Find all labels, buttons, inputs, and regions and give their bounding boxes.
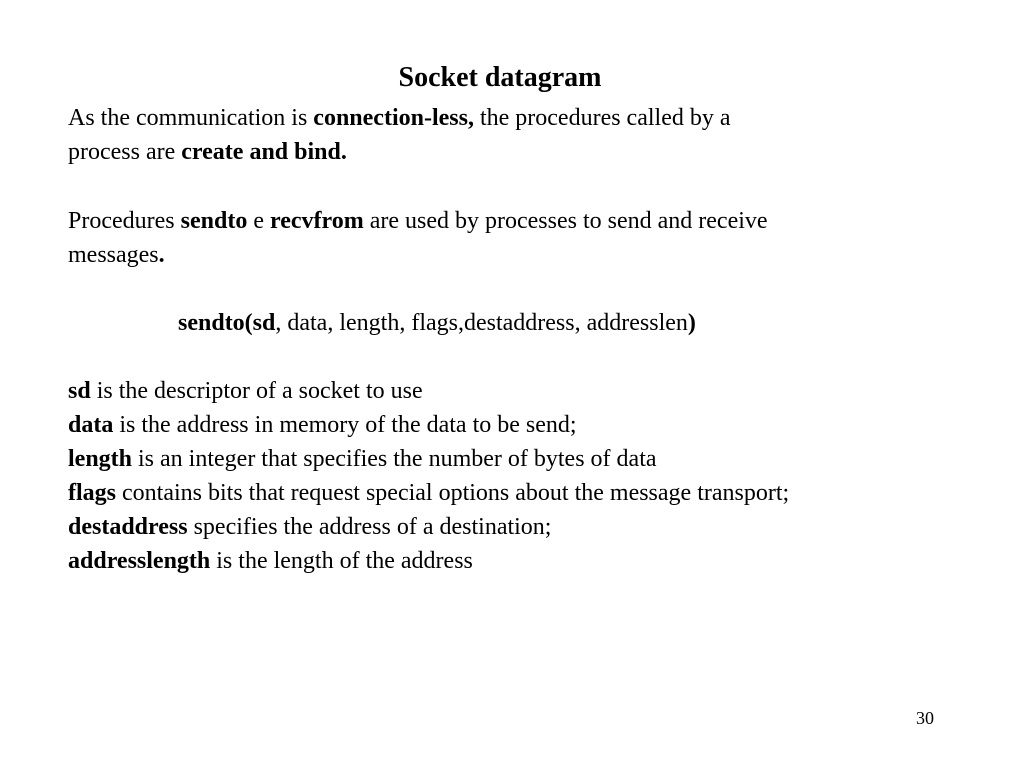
definition-text: contains bits that request special options about the message transport; [116, 480, 790, 506]
intro-text-3: process are [68, 139, 182, 165]
procedures-line-2 [68, 239, 165, 271]
slide-title: Socket datagram [398, 62, 602, 93]
definition-term: data [68, 412, 114, 438]
definition-destaddress [68, 511, 551, 543]
definition-text: specifies the address of a destination; [187, 514, 552, 540]
definition-sd [68, 375, 423, 407]
procedures-text-2: e [247, 208, 270, 234]
procedures-text-3: are used by processes to send and receive [363, 208, 768, 234]
definition-text: is an integer that specifies the number of bytes of data [132, 446, 657, 472]
sendto-term: sendto [180, 208, 248, 234]
intro-text-2: the procedures called by a [473, 105, 731, 131]
recvfrom-term: recvfrom [269, 208, 364, 234]
procedures-text-4: messages [68, 242, 159, 268]
sendto-signature [178, 307, 696, 339]
definition-flags [68, 477, 789, 509]
definition-term: addresslength [68, 548, 211, 574]
intro-line-2 [68, 136, 347, 168]
procedures-line-1 [68, 205, 768, 237]
connectionless-term: connection-less, [313, 105, 474, 131]
definition-term: destaddress [68, 514, 188, 540]
intro-line-1 [68, 102, 731, 134]
definition-text: is the descriptor of a socket to use [90, 378, 423, 404]
page-number: 30 [916, 708, 934, 728]
definition-term: flags [68, 480, 116, 506]
definition-length [68, 443, 657, 475]
definition-addresslength [68, 545, 473, 577]
signature-function: sendto(sd [178, 310, 276, 336]
definition-text: is the length of the address [210, 548, 473, 574]
definition-text: is the address in memory of the data to be send; [113, 412, 577, 438]
signature-args: , data, length, flags,destaddress, addresslen [275, 310, 688, 336]
procedures-period: . [158, 242, 165, 268]
definition-term: sd [68, 378, 91, 404]
procedures-text-1: Procedures [68, 208, 181, 234]
create-bind-term: create and bind. [181, 139, 347, 165]
signature-close: ) [687, 310, 696, 336]
intro-text-1: As the communication is [68, 105, 314, 131]
definition-term: length [68, 446, 133, 472]
definition-data [68, 409, 577, 441]
